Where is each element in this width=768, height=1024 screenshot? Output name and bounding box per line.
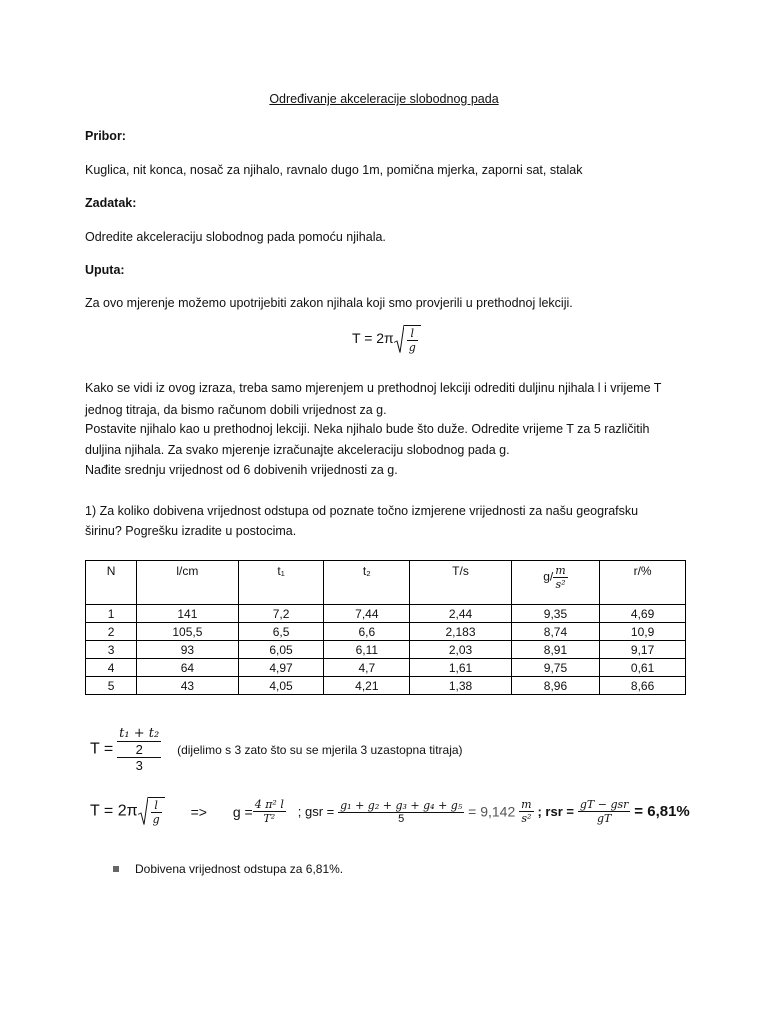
conclusion-text: Dobivena vrijednost odstupa za 6,81%.	[135, 862, 344, 876]
pribor-heading: Pribor:	[85, 129, 126, 143]
cell: 2,03	[410, 641, 512, 659]
cell: 141	[137, 605, 239, 623]
table-row	[86, 623, 686, 641]
cell: 6,05	[238, 641, 324, 659]
cell: 9,35	[511, 605, 599, 623]
header-period: T/s	[410, 561, 512, 605]
cell: 8,96	[511, 677, 599, 695]
cell: 2	[86, 623, 137, 641]
cell: 43	[137, 677, 239, 695]
period-average-formula: T = $\frac{\frac{\text{t₁ + t₂}}{2}}{3}$ (dijelimo s 3 zato što su se mjerila 3 uzastopna titraja)	[90, 726, 463, 773]
cell: 8,66	[600, 677, 686, 695]
uputa-heading: Uputa:	[85, 263, 125, 277]
paragraph-line-4: duljina njihala. Za svako mjerenje izračunajte akceleraciju slobodnog pada g.	[85, 443, 510, 457]
table-row	[86, 641, 686, 659]
cell: 10,9	[600, 623, 686, 641]
header-r: r/%	[600, 561, 686, 605]
measurement-table	[85, 560, 686, 695]
header-t2: t₂	[324, 561, 410, 605]
cell: 93	[137, 641, 239, 659]
cell: 6,11	[324, 641, 410, 659]
header-g: g/ $\frac{m}{\text{s²}}$	[511, 561, 599, 605]
cell: 4,05	[238, 677, 324, 695]
cell: 4,69	[600, 605, 686, 623]
question-line-2: širinu? Pogrešku izradite u postocima.	[85, 524, 297, 538]
table-row	[86, 677, 686, 695]
pribor-text: Kuglica, nit konca, nosač za njihalo, ravnalo dugo 1m, pomična mjerka, zaporni sat, stalak	[85, 163, 583, 177]
cell: 7,2	[238, 605, 324, 623]
cell: 1,61	[410, 659, 512, 677]
cell: 105,5	[137, 623, 239, 641]
g-calculation-formula: T = 2π $\frac{l}{g}$ => g = $\frac{\text{4 π² l}}{\text{T²}}$ ; gsr = $\frac{\text{g₁ + g₂ + g₃ + g₄ + g₅}}{5}$ = 9,142 $\frac{m}{\text{s²}}$ ; rsr = $\frac{\text{gT − gsr}}{gT}$ = 6,81%	[90, 798, 690, 826]
cell: 2,183	[410, 623, 512, 641]
header-n: N	[86, 561, 137, 605]
question-line-1: 1) Za koliko dobivena vrijednost odstupa od poznate točno izmjerene vrijednosti za našu geografsku	[85, 504, 639, 518]
cell: 5	[86, 677, 137, 695]
cell: 9,17	[600, 641, 686, 659]
paragraph-line-5: Nađite srednju vrijednost od 6 dobivenih vrijednosti za g.	[85, 463, 398, 477]
cell: 4,7	[324, 659, 410, 677]
paragraph-line-3: Postavite njihalo kao u prethodnoj lekciji. Neka njihalo bude što duže. Odredite vrijeme T za 5 različitih	[85, 422, 650, 436]
cell: 1,38	[410, 677, 512, 695]
table-header-row	[86, 561, 686, 605]
paragraph-line-1: Kako se vidi iz ovog izraza, treba samo mjerenjem u prethodnoj lekciji odrediti duljinu njihala l i vrijeme T	[85, 381, 662, 395]
header-t1: t₁	[238, 561, 324, 605]
bullet-marker	[113, 866, 119, 872]
paragraph-line-2: jednog titraja, da bismo računom dobili vrijednost za g.	[85, 403, 387, 417]
table-row	[86, 605, 686, 623]
header-length: l/cm	[137, 561, 239, 605]
pendulum-formula: T = 2π $\frac{l}{g}$	[352, 325, 421, 354]
uputa-text: Za ovo mjerenje možemo upotrijebiti zakon njihala koji smo provjerili u prethodnoj lekciji.	[85, 296, 573, 310]
cell: 8,91	[511, 641, 599, 659]
zadatak-heading: Zadatak:	[85, 196, 137, 210]
cell: 8,74	[511, 623, 599, 641]
table-row	[86, 659, 686, 677]
cell: 4	[86, 659, 137, 677]
cell: 6,5	[238, 623, 324, 641]
cell: 4,97	[238, 659, 324, 677]
cell: 1	[86, 605, 137, 623]
document-title: Određivanje akceleracije slobodnog pada	[269, 92, 499, 106]
cell: 0,61	[600, 659, 686, 677]
cell: 2,44	[410, 605, 512, 623]
cell: 9,75	[511, 659, 599, 677]
cell: 7,44	[324, 605, 410, 623]
cell: 3	[86, 641, 137, 659]
cell: 4,21	[324, 677, 410, 695]
zadatak-text: Odredite akceleraciju slobodnog pada pomoću njihala.	[85, 230, 386, 244]
cell: 64	[137, 659, 239, 677]
cell: 6,6	[324, 623, 410, 641]
